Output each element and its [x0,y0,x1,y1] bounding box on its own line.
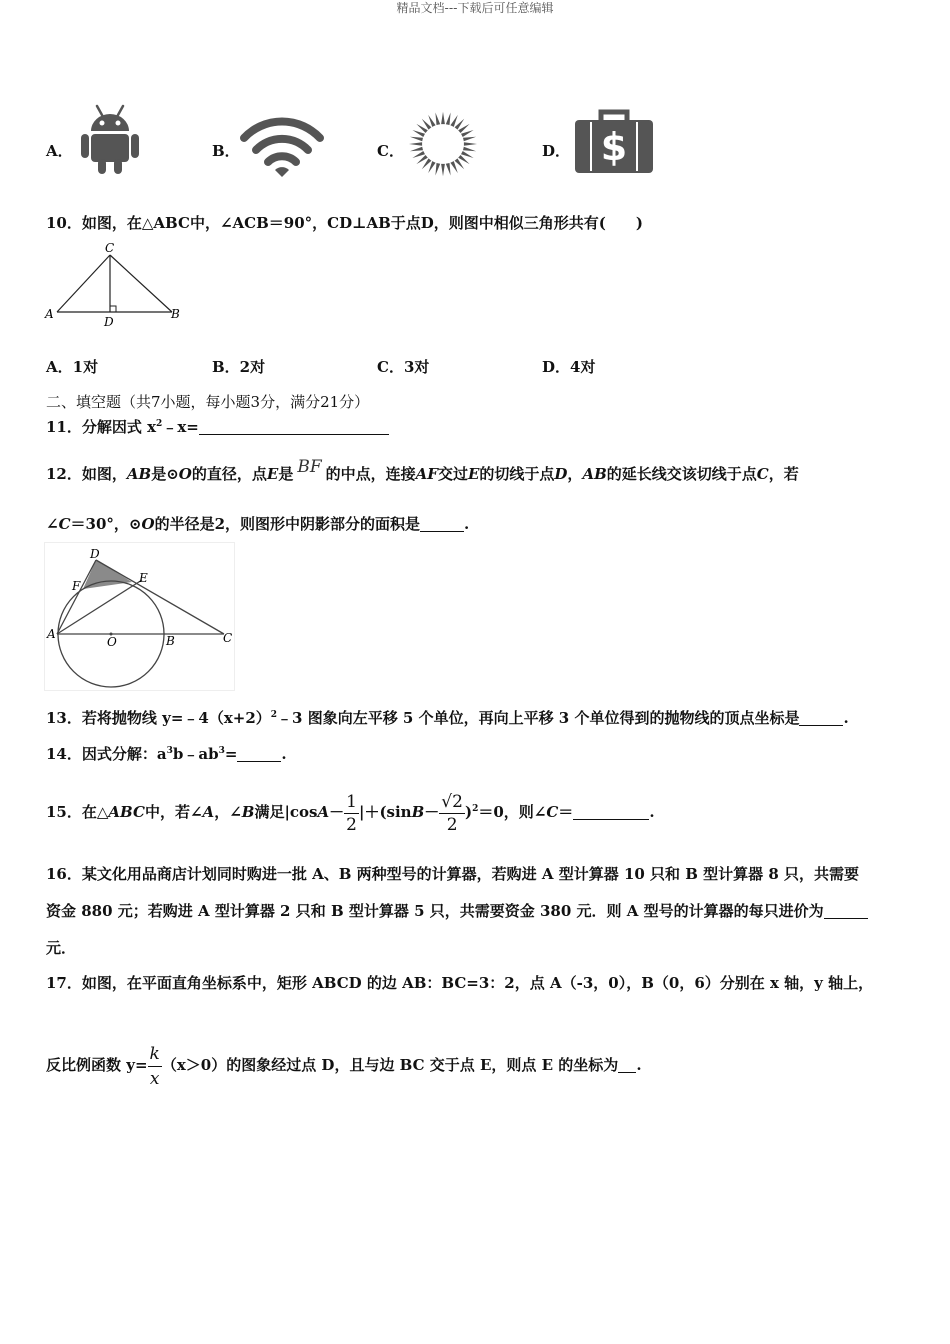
q10-triangle-figure [44,240,184,330]
sunburst-ray [412,130,425,137]
q13: 13．若将抛物线 $y=﹣4(x+2)^2﹣3$ 图象向左平移 5 个单位，再向上平移 3 个单位得到的抛物线的顶点坐标是 . [46,709,849,727]
fraction-k-over-x: $\frac{k}{x}$ [149,1043,160,1089]
answer-blank [199,420,389,435]
sunburst-ray [463,137,476,142]
q10-option-b: B．2对 [212,358,266,376]
q12-line2: ∠C＝30°，⊙O的半径是2，则图形中阴影部分的面积是 . [46,515,470,533]
label-f: F [72,579,81,593]
option-a-label: A． [46,142,73,160]
q17-line1: 17．如图，在平面直角坐标系中，矩形 ABCD 的边 AB：BC=3：2，点 A（-3，0），B（0，6）分别在 x 轴，y 轴上， [46,974,874,992]
q16-line2: 资金 880 元；若购进 A 型计算器 2 只和 B 型计算器 5 只，共需要资金 380 元．则 A 型号的计算器的每只进价为 [46,901,868,921]
label-b: B [166,634,175,648]
sunburst-ray [464,142,477,146]
answer-blank [799,711,843,726]
fraction-sqrt2-over-2: $\frac{√2}{2}$ [441,791,463,835]
sunburst-ray [461,151,474,158]
q10-option-c: C．3对 [377,358,430,376]
sunburst-ray [463,147,476,152]
android-icon [80,104,140,174]
q16-line3: 元． [46,939,77,957]
sunburst-ray [412,151,425,158]
q10-option-a: A．1对 [46,358,99,376]
q17-line2: 反比例函数 y= $\frac{k}{x}$ （x＞0）的图象经过点 D，且与边 BC 交于点 E，则点 E 的坐标为 . [46,1043,642,1089]
sunburst-ray [450,161,457,173]
q11: 11．分解因式 $x^2﹣x=$ [46,417,389,437]
label-d: D [104,315,114,329]
answer-blank [420,517,464,532]
answer-blank [237,747,281,762]
q14: 14．因式分解：$a^3b﹣ab^3=$ . [46,745,287,763]
sunburst-ray [441,112,445,124]
sunburst-ray [461,130,474,137]
answer-blank [618,1058,636,1073]
sunburst-ray [410,137,423,142]
sunburst-ray [446,113,451,126]
sunburst-ray [428,115,435,127]
q10-option-d: D．4对 [542,358,596,376]
answer-blank [824,904,868,919]
sunburst-ray [428,161,435,173]
option-b-label: B． [212,142,240,160]
section-title: 二、填空题（共7小题，每小题3分，满分21分） [46,393,370,411]
sunburst-ray [435,163,440,176]
label-b: B [171,307,180,321]
label-c: C [223,631,233,645]
sunburst-ray [450,115,457,127]
option-c-label: C． [377,142,404,160]
q10-stem: 10．如图，在△ABC中，∠ACB＝90°，CD⊥AB于点D，则图中相似三角形共有( ) [46,214,644,232]
label-c: C [105,241,115,255]
answer-blank [573,805,649,820]
sunburst-ray [409,142,422,146]
wifi-icon [240,116,324,178]
label-a: A [45,307,54,321]
label-a: A [47,627,56,641]
sunburst-ray [441,164,445,176]
page-header: 精品文档---下载后可任意编辑 [396,1,554,15]
sunburst-ray [410,147,423,152]
q12-line1: 12．如图，AB是⊙O的直径，点E是 BF 的中点，连接AF交过E的切线于点D，AB的延长线交该切线于点C，若 [46,457,799,483]
sunburst-ray [435,113,440,126]
dollar-briefcase-icon [574,108,654,174]
sunburst-ray [446,163,451,176]
q16-line1: 16．某文化用品商店计划同时购进一批 A、B 两种型号的计算器，若购进 A 型计算器 10 只和 B 型计算器 8 只，共需要 [46,865,860,883]
sunburst-ring-icon [402,108,484,180]
svg-text:$: $ [600,125,628,169]
label-e: E [139,571,148,585]
option-d-label: D． [542,142,571,160]
q12-circle-figure [44,542,236,692]
label-d: D [90,547,100,561]
fraction-one-half: $\frac{1}{2}$ [346,791,357,835]
arc-bf: BF [297,457,322,477]
q15: 15．在△ABC中，若∠A，∠B满足|cosA－ $\frac{1}{2}$ |＋(sinB－ $\frac{√2}{2}$ )$^2$＝0，则∠C＝ . [46,791,655,835]
label-o: O [107,635,117,649]
